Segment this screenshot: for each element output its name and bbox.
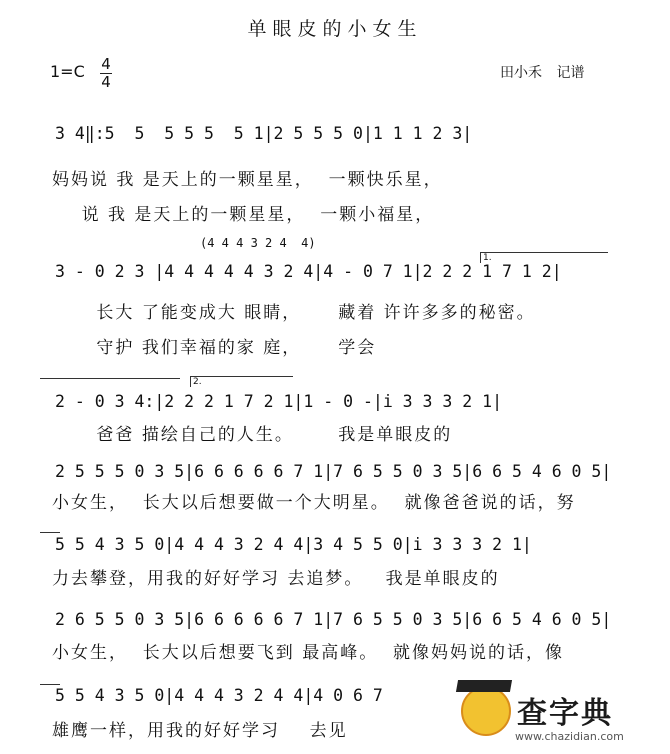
notation-line-6: 2 6 5 5 0 3 5|6 6 6 6 6 7 1|7 6 5 5 0 3 5|6 6 5 4 6 0 5|: [55, 610, 612, 629]
lyric-line-6: 小女生， 长大以后想要飞到 最高峰。 就像妈妈说的话，像: [52, 643, 565, 663]
logo-name: 查字典: [517, 696, 613, 731]
notation-line-3: 2 - 0 3 4:|2 2 2 1 7 2 1|1 - 0 -|i 3 3 3 2 1|: [55, 392, 503, 411]
tie-line: [40, 532, 60, 533]
volta-1: 1.: [480, 252, 608, 263]
logo-url: www.chazidian.com: [515, 730, 624, 743]
song-title: 单眼皮的小女生: [247, 18, 423, 40]
lyric-line-1b: 说 我 是天上的一颗星星， 一颗小福星，: [52, 205, 435, 225]
meter-top: 4: [101, 55, 111, 73]
ornament-notes: (4 4 4 3 2 4 4): [200, 236, 316, 250]
graduation-cap-icon: [456, 680, 512, 692]
volta-2: 2.: [190, 376, 293, 387]
lyric-line-2a: 长大 了能变成大 眼睛， 藏着 许许多多的秘密。: [52, 303, 536, 323]
lyric-line-7: 雄鹰一样，用我的好好学习 去见: [52, 721, 348, 741]
time-signature: [100, 56, 112, 91]
lyric-line-3: 爸爸 描绘自己的人生。 我是单眼皮的: [52, 425, 453, 445]
tie-line: [40, 378, 180, 379]
lyric-line-5: 力去攀登，用我的好好学习 去追梦。 我是单眼皮的: [52, 569, 500, 589]
lyric-line-2b: 守护 我们幸福的家 庭， 学会: [52, 338, 377, 358]
notation-line-7: 5 5 4 3 5 0|4 4 4 3 2 4 4|4 0 6 7: [55, 686, 383, 705]
mascot-icon: [461, 686, 511, 736]
lyric-line-4: 小女生， 长大以后想要做一个大明星。 就像爸爸说的话，努: [52, 493, 576, 513]
notation-line-5: 5 5 4 3 5 0|4 4 4 3 2 4 4|3 4 5 5 0|i 3 3 3 2 1|: [55, 535, 532, 554]
notation-line-2: 3 - 0 2 3 |4 4 4 4 4 3 2 4|4 - 0 7 1|2 2 2 1 7 1 2|: [55, 262, 562, 281]
notation-line-1: 3 4‖:5 5 5 5 5 5 1|2 5 5 5 0|1 1 1 2 3|: [55, 124, 473, 143]
key-signature: 1=C: [50, 62, 85, 81]
transcriber-credit: 田小禾 记谱: [500, 65, 585, 81]
notation-line-4: 2 5 5 5 0 3 5|6 6 6 6 6 7 1|7 6 5 5 0 3 5|6 6 5 4 6 0 5|: [55, 462, 612, 481]
watermark-logo: [455, 680, 670, 754]
meter-bottom: 4: [101, 73, 111, 91]
lyric-line-1a: 妈妈说 我 是天上的一颗星星， 一颗快乐星，: [52, 170, 443, 190]
tie-line: [40, 684, 60, 685]
